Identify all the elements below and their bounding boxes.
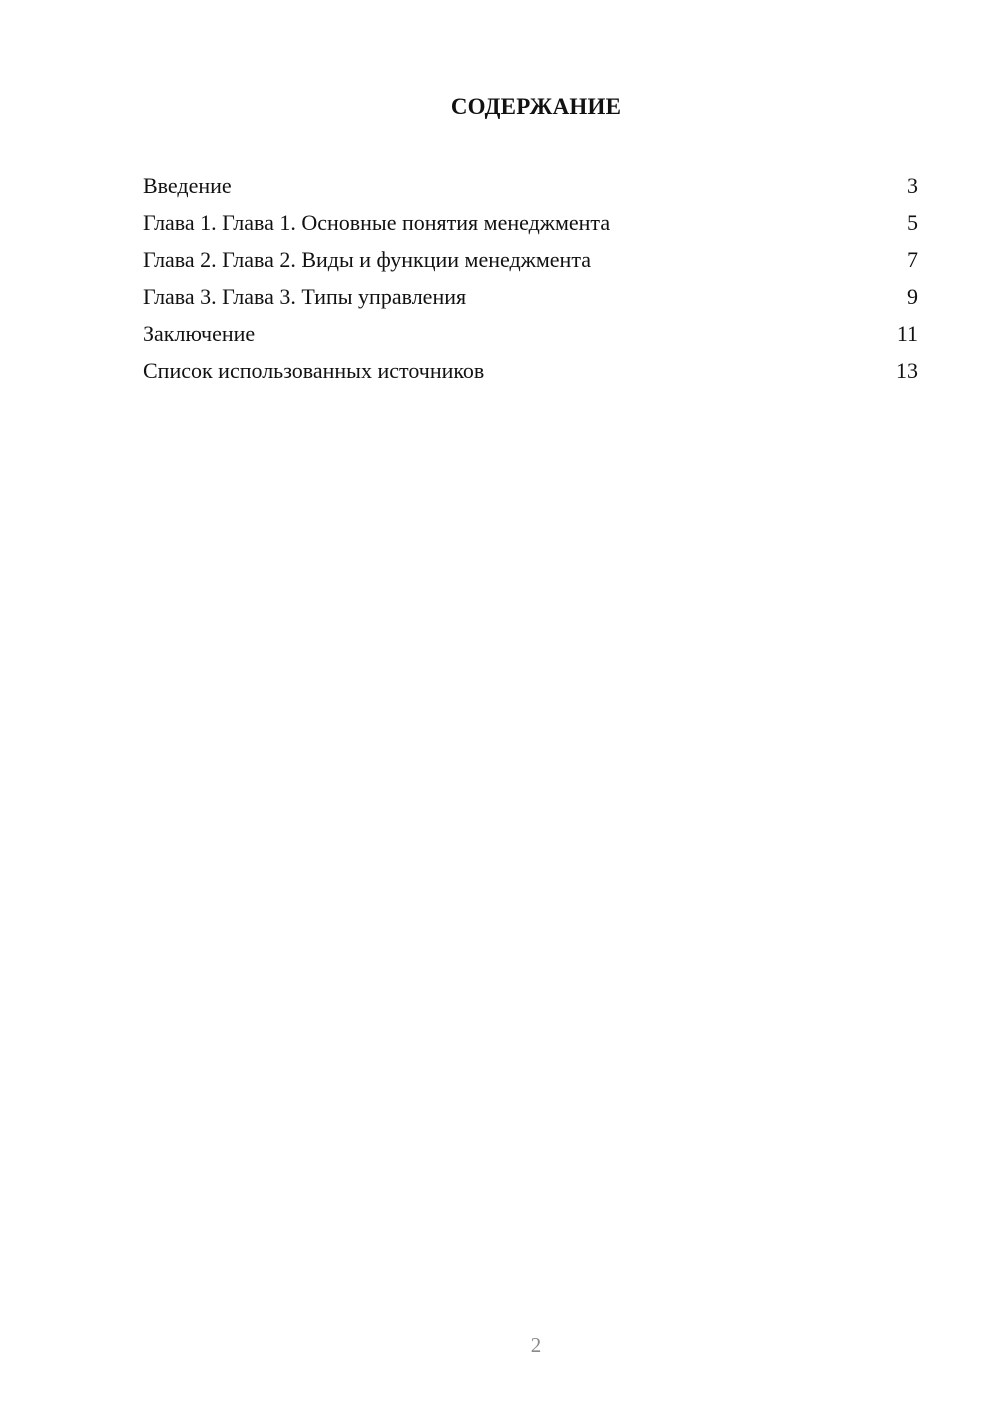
- toc-entry-page-number: 5: [907, 210, 918, 235]
- toc-entry-label: Глава 3. Глава 3. Типы управления: [143, 284, 467, 309]
- toc-entry-chapter-1[interactable]: [143, 204, 918, 241]
- page-number: 2: [530, 1333, 542, 1357]
- toc-entry-chapter-3[interactable]: [143, 278, 918, 315]
- toc-entry-page-number: 9: [907, 284, 918, 309]
- toc-entry-page-number: 7: [907, 247, 918, 272]
- table-of-contents: [143, 167, 918, 389]
- toc-entry-label: Список использованных источников: [143, 358, 485, 383]
- page-title: СОДЕРЖАНИЕ: [450, 94, 622, 119]
- toc-entry-label: Глава 2. Глава 2. Виды и функции менеджмента: [143, 247, 591, 272]
- toc-entry-label: Заключение: [143, 321, 256, 346]
- toc-entry-page-number: 3: [907, 173, 918, 198]
- toc-entry-references[interactable]: [143, 352, 918, 389]
- toc-entry-page-number: 13: [896, 358, 918, 383]
- toc-entry-conclusion[interactable]: [143, 315, 918, 352]
- toc-entry-label: Глава 1. Глава 1. Основные понятия менеджмента: [143, 210, 611, 235]
- toc-entry-introduction[interactable]: [143, 167, 918, 204]
- toc-entry-label: Введение: [143, 173, 232, 198]
- toc-entry-chapter-2[interactable]: [143, 241, 918, 278]
- toc-entry-page-number: 11: [896, 321, 918, 346]
